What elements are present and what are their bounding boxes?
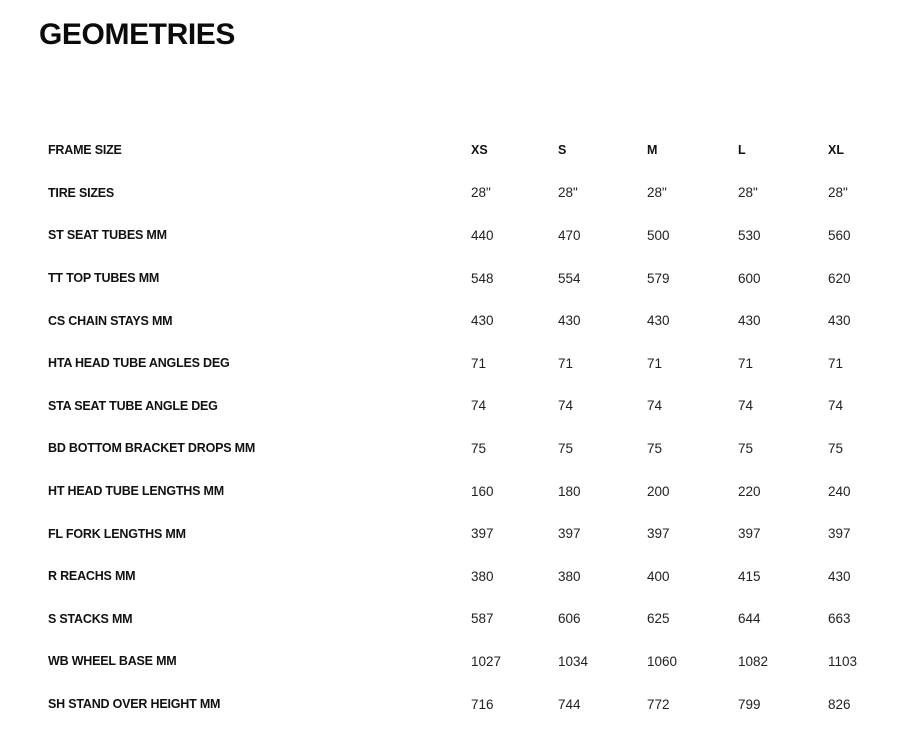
table-cell: 663 (828, 611, 851, 627)
row-label: TT TOP TUBES MM (48, 271, 160, 286)
table-cell: 397 (647, 526, 670, 542)
row-label: SH STAND OVER HEIGHT MM (48, 697, 221, 712)
table-row (48, 214, 888, 257)
table-cell: 74 (471, 398, 487, 414)
size-header-xl: XL (828, 143, 844, 158)
row-label: S STACKS MM (48, 611, 133, 626)
table-cell: 71 (471, 355, 487, 371)
table-cell: 28" (647, 185, 667, 201)
table-cell: 1082 (738, 653, 769, 669)
table-cell: 75 (828, 440, 844, 456)
table-cell: 180 (558, 483, 581, 499)
table-cell: 74 (828, 398, 844, 414)
table-cell: 560 (828, 227, 851, 243)
row-label: BD BOTTOM BRACKET DROPS MM (48, 441, 256, 456)
table-row (48, 512, 888, 555)
table-cell: 826 (828, 696, 851, 712)
table-row (48, 172, 888, 215)
table-row (48, 257, 888, 300)
table-cell: 548 (471, 270, 494, 286)
size-header-s: S (558, 143, 567, 158)
table-row (48, 640, 888, 683)
size-header-l: L (738, 143, 746, 158)
table-cell: 1034 (558, 653, 589, 669)
table-cell: 380 (471, 568, 494, 584)
table-cell: 620 (828, 270, 851, 286)
table-cell: 160 (471, 483, 494, 499)
row-label: FL FORK LENGTHS MM (48, 526, 186, 541)
table-cell: 75 (738, 440, 754, 456)
table-row (48, 342, 888, 385)
table-row (48, 683, 888, 726)
table-cell: 71 (558, 355, 574, 371)
table-cell: 28" (471, 185, 491, 201)
table-cell: 644 (738, 611, 761, 627)
table-cell: 397 (558, 526, 581, 542)
page-title: GEOMETRIES (39, 18, 236, 51)
row-label: TIRE SIZES (48, 185, 115, 200)
table-cell: 430 (738, 313, 761, 329)
table-cell: 430 (647, 313, 670, 329)
table-row (48, 299, 888, 342)
table-cell: 716 (471, 696, 494, 712)
size-header-xs: XS (471, 143, 488, 158)
table-cell: 1060 (647, 653, 678, 669)
table-cell: 71 (828, 355, 844, 371)
table-cell: 1027 (471, 653, 502, 669)
geometry-table (48, 129, 888, 725)
table-row (48, 385, 888, 428)
geometry-table-body (48, 129, 888, 725)
table-row (48, 470, 888, 513)
table-cell: 71 (738, 355, 754, 371)
table-cell: 430 (828, 313, 851, 329)
row-label: WB WHEEL BASE MM (48, 654, 177, 669)
table-row (48, 598, 888, 641)
table-cell: 400 (647, 568, 670, 584)
table-cell: 415 (738, 568, 761, 584)
table-cell: 744 (558, 696, 581, 712)
table-cell: 554 (558, 270, 581, 286)
table-cell: 799 (738, 696, 761, 712)
table-cell: 587 (471, 611, 494, 627)
table-cell: 579 (647, 270, 670, 286)
table-cell: 28" (558, 185, 578, 201)
table-cell: 75 (647, 440, 663, 456)
size-header-m: M (647, 143, 658, 158)
table-cell: 74 (738, 398, 754, 414)
table-cell: 606 (558, 611, 581, 627)
table-row (48, 555, 888, 598)
table-cell: 28" (828, 185, 848, 201)
table-cell: 440 (471, 227, 494, 243)
table-cell: 397 (828, 526, 851, 542)
table-header-row (48, 129, 888, 172)
row-label: CS CHAIN STAYS MM (48, 313, 173, 328)
row-label: STA SEAT TUBE ANGLE DEG (48, 398, 218, 413)
table-row (48, 427, 888, 470)
table-cell: 380 (558, 568, 581, 584)
table-cell: 600 (738, 270, 761, 286)
table-cell: 397 (738, 526, 761, 542)
table-cell: 397 (471, 526, 494, 542)
table-cell: 240 (828, 483, 851, 499)
table-cell: 1103 (828, 653, 858, 669)
table-cell: 772 (647, 696, 670, 712)
frame-size-label: FRAME SIZE (48, 143, 122, 158)
row-label: ST SEAT TUBES MM (48, 228, 167, 243)
table-cell: 430 (828, 568, 851, 584)
table-cell: 28" (738, 185, 758, 201)
table-cell: 470 (558, 227, 581, 243)
table-cell: 71 (647, 355, 663, 371)
row-label: HT HEAD TUBE LENGTHS MM (48, 484, 224, 499)
table-cell: 74 (558, 398, 574, 414)
table-cell: 500 (647, 227, 670, 243)
table-cell: 75 (558, 440, 574, 456)
table-cell: 220 (738, 483, 761, 499)
table-cell: 430 (471, 313, 494, 329)
table-cell: 530 (738, 227, 761, 243)
table-cell: 74 (647, 398, 663, 414)
table-cell: 200 (647, 483, 670, 499)
table-cell: 75 (471, 440, 487, 456)
table-cell: 430 (558, 313, 581, 329)
row-label: HTA HEAD TUBE ANGLES DEG (48, 356, 230, 371)
row-label: R REACHS MM (48, 569, 136, 584)
table-cell: 625 (647, 611, 670, 627)
